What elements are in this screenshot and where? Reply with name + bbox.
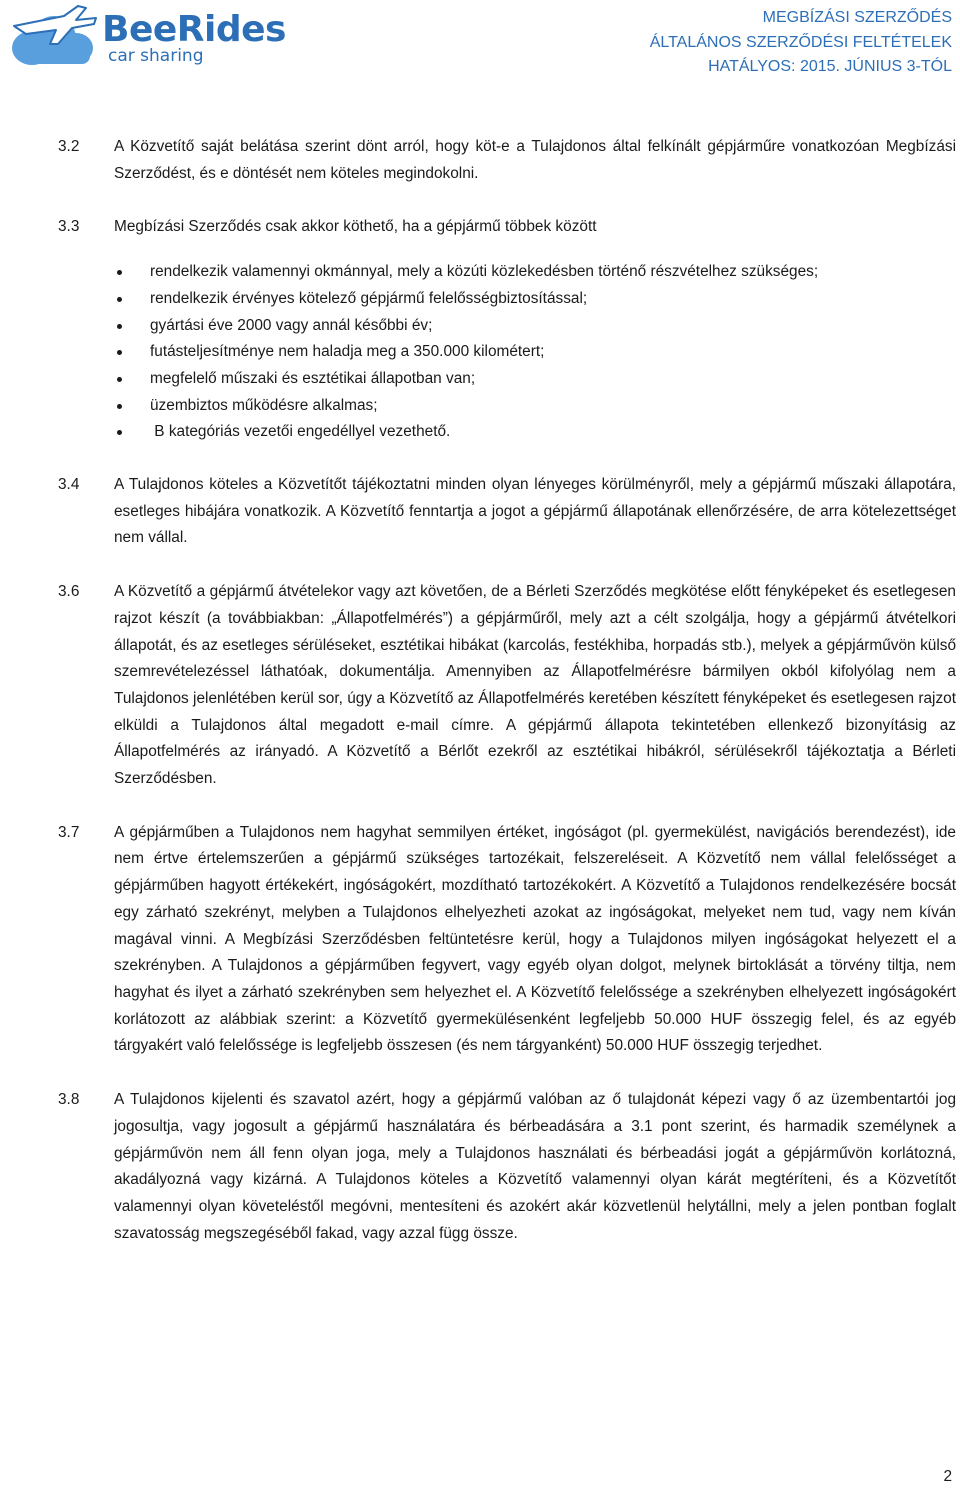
list-item: megfelelő műszaki és esztétikai állapotban van; — [58, 366, 956, 393]
section-text: A Közvetítő a gépjármű átvételekor vagy azt követően, de a Bérleti Szerződés megkötése előtt fényképeket és esetlegesen rajzot készít (a továbbiakban: „Állapotfelmérés”) a gépjárműről, mely azt a célt szolgálja, hogy a gépjármű átvételkori állapotát, és az esetleges sérüléseket, esztétikai hibákat (karcolás, festékhiba, horpadás stb.), melyek a gépjárművön külső szemrevételezéssel láthatóak, dokumentálja. Amennyiben az Állapotfelmérésre bármilyen okból kifolyólag nem a Tulajdonos jelenlétében kerül sor, úgy a Közvetítő az Állapotfelmérés keretében készített fényképeket és esetlegesen rajzot elküldi a Tulajdonos által megadott e-mail címre. A gépjármű állapota tekintetében ellenkező bizonyításig az Állapotfelmérés az irányadó. A Közvetítő a Bérlőt ezekről az esztétikai hibákról, sérülésekről tájékoztatja a Bérleti Szerződésben. — [114, 583, 956, 788]
list-item: futásteljesítménye nem haladja meg a 350.000 kilométert; — [58, 339, 956, 366]
section-text: A Tulajdonos kijelenti és szavatol azért, hogy a gépjármű valóban az ő tulajdonát képezi vagy ő az üzembentartói jog jogosultja, vagy jogosult a gépjármű használatára és bérbeadására a 3.1 pont szerint, és harmadik személynek a gépjárművön nem áll fenn olyan joga, mely a Tulajdonos használati és bérbeadási jogát a gépjárművön korlátozná, akadályozná vagy kizárná. A Tulajdonos köteles a Közvetítő valamennyi olyan kárát megtéríteni, és a Közvetítőt valamennyi olyan követeléstől megóvni, mentesíteni és azokért akár közvetlenül helytállni, mely a jelen pontban foglalt szavatosság megszegéséből fakad, vagy azzal függ össze. — [114, 1091, 956, 1242]
page-header — [0, 0, 960, 90]
section-3-3 — [58, 214, 956, 241]
section-3-2 — [58, 134, 956, 187]
cloud-airplane-icon — [6, 4, 102, 70]
section-text: A gépjárműben a Tulajdonos nem hagyhat semmilyen értéket, ingóságot (pl. gyermekülést, navigációs berendezést), ide nem értve értelemszerűen a gépjármű szükséges tartozékait, felszereléseit. A Közvetítő nem vállal felelősséget a gépjárműben hagyott értékekért, ingóságokért, mozdítható tartozékokért. A Közvetítő a Tulajdonos rendelkezésére bocsát egy zárható szekrényt, melyben a Tulajdonos elhelyezheti azokat az ingóságokat, melyeket nem tud, vagy nem kíván magával vinni. A Megbízási Szerződésben feltüntetésre kerül, hogy a Tulajdonos milyen ingóságokat helyezett el a szekrényben. A Tulajdonos a gépjárműben fegyvert, vagy egyéb olyan dolgot, melynek birtoklását a törvény tiltja, nem hagyhat és ilyet a zárható szekrényben sem helyezhet el. A Közvetítő felelőssége a szekrényben elhelyezett ingóságokért korlátozott az alábbiak szerint: a Közvetítő gyermekülésenként legfeljebb 50.000 HUF összegig felel, és az egyéb tárgyakért való felelőssége is legfeljebb összesen (és nem tárgyanként) 50.000 HUF összegig terjedhet. — [114, 823, 956, 1055]
list-item: gyártási éve 2000 vagy annál későbbi év; — [58, 313, 956, 340]
document-body — [58, 134, 956, 1274]
page-number: 2 — [943, 1468, 952, 1485]
section-number: 3.2 — [58, 138, 80, 155]
section-number: 3.8 — [58, 1091, 80, 1109]
beerides-logo — [6, 4, 286, 70]
section-text: A Tulajdonos köteles a Közvetítőt tájékoztatni minden olyan lényeges körülményről, mely a gépjármű műszaki állapotára, esetleges hibájára vonatkozik. A Közvetítő fenntartja a jogot a gépjármű állapotának ellenőrzésére, de arra kötelezettséget nem vállal. — [114, 476, 956, 547]
section-3-4 — [58, 472, 956, 552]
list-item: üzembiztos működésre alkalmas; — [58, 393, 956, 420]
brand-tagline: car sharing — [108, 46, 204, 66]
list-item: B kategóriás vezetői engedéllyel vezethető. — [58, 419, 956, 446]
list-item: rendelkezik valamennyi okmánnyal, mely a közúti közlekedésben történő részvételhez szükséges; — [58, 259, 956, 286]
section-3-6 — [58, 579, 956, 793]
title-line-1: MEGBÍZÁSI SZERZŐDÉS — [762, 9, 952, 26]
section-3-8 — [58, 1087, 956, 1247]
list-item: rendelkezik érvényes kötelező gépjármű felelősségbiztosítással; — [58, 286, 956, 313]
brand-name: BeeRides — [102, 9, 286, 50]
section-text: Megbízási Szerződés csak akkor köthető, ha a gépjármű többek között — [114, 218, 597, 236]
title-line-3: HATÁLYOS: 2015. JÚNIUS 3-TÓL — [708, 58, 952, 75]
section-number: 3.6 — [58, 583, 80, 601]
section-3-7 — [58, 820, 956, 1060]
document-title — [650, 6, 952, 80]
section-text: A Közvetítő saját belátása szerint dönt arról, hogy köt-e a Tulajdonos által felkínált gépjárműre vonatkozóan Megbízási Szerződést, és e döntését nem köteles megindokolni. — [114, 138, 956, 182]
title-line-2: ÁLTALÁNOS SZERZŐDÉSI FELTÉTELEK — [649, 33, 952, 51]
vehicle-requirements-list — [58, 259, 956, 446]
section-number: 3.7 — [58, 823, 80, 841]
section-number: 3.4 — [58, 476, 80, 494]
section-number: 3.3 — [58, 218, 80, 236]
